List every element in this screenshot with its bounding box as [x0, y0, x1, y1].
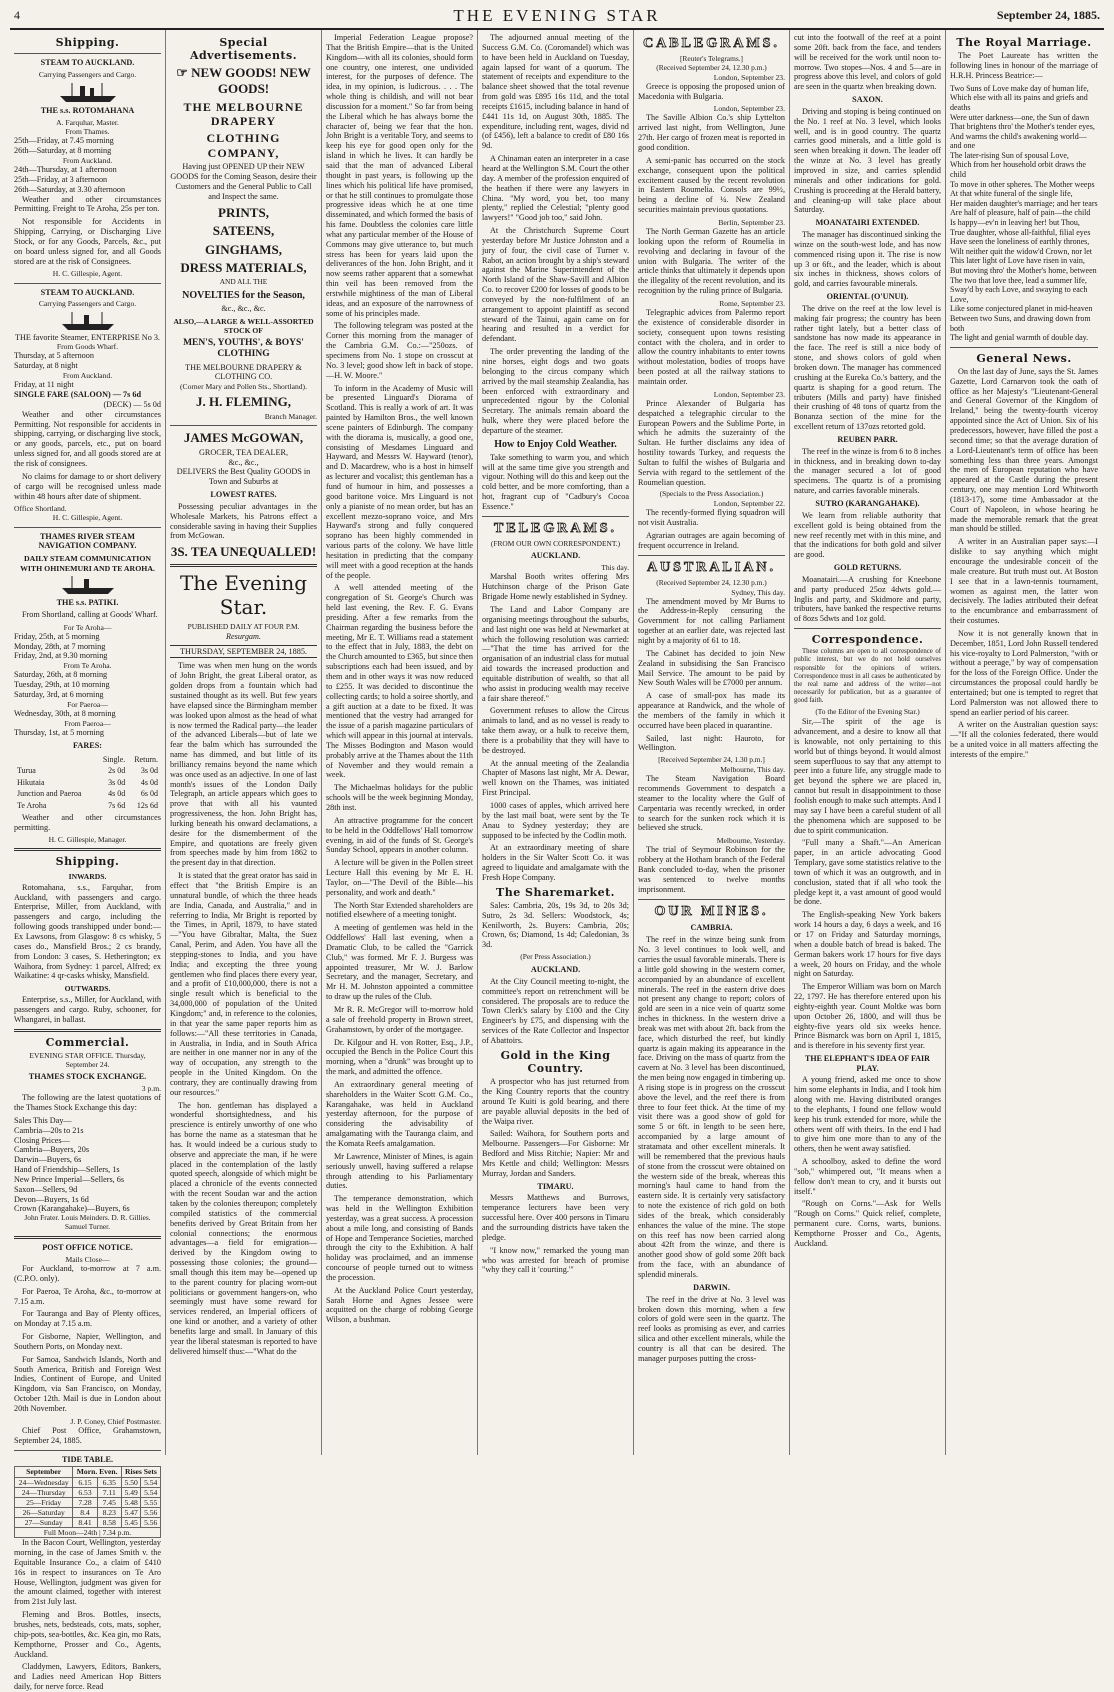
- ad-heading: THAMES RIVER STEAM NAVIGATION COMPANY.: [38, 531, 137, 551]
- article-text: In the Bacon Court, Wellington, yesterday morning, in the case of James Smith v. the Equitable Insurance Co., a claim of £410 16s in respect to insurances on Te Aro House, Wellington, judgment was given for the amount claimed, together with interest from 21st July last.: [14, 1538, 161, 1607]
- list-label: Mails Close—: [65, 1254, 110, 1264]
- article-text: The Poet Laureate has written the following lines in honour of the marriage of H.R.H. Princess Beatrice:—: [950, 51, 1098, 80]
- sub-heading: INWARDS.: [68, 871, 107, 881]
- schedule-line: Saturday, at 8 night: [14, 361, 78, 371]
- dateline: Rome, September 23.: [719, 298, 785, 308]
- schedule-label: For Paeroa—: [67, 699, 108, 709]
- ad-item: NOVELTIES for the Season,: [182, 289, 305, 301]
- steamer-icon: [14, 81, 161, 103]
- schedule-line: Thursday, 1st, at 5 morning: [14, 728, 104, 737]
- article-text: We learn from reliable authority that excellent gold is being obtained from the new reef recently met with in this mine, and that the indications for both gold and silver are good.: [794, 510, 941, 560]
- article-text: A case of small-pox has made its appearance at Randwick, and the whole of the members of the family in which it occurred have been placed in quarantine.: [638, 691, 785, 730]
- article-text: Sir,—The spirit of the age is advancement, and a desire to know all that is knowable, not only pertaining to this world but of things beyond. It would almost seem superfluous to say that any attempt to peer into a future life, any struggle made to get beyond the sphere we are placed in, cannot but result in disappointment to those foolish enough to make such attempts. And I may say I have been a careful student of all the phenomena which are supposed to be due to spirit communication.: [794, 717, 941, 835]
- article-text: The order preventing the landing of the nine horses, eight dogs and two goats belonging to the circus company which arrived by the mail steamship Zealandia, has been enforced with extraordinary and unprecedented rigour by the Colonial Secretary. The animals remain aboard the hulk, where they were placed before the departure of the steamer.: [482, 347, 629, 435]
- article-text: The Cabinet has decided to join New Zealand in subsidising the San Francisco Mail Service. The amount to be paid by New South Wales will be £7000 per annum.: [638, 648, 785, 688]
- tide-table: September Morn. Even. Rises Sets 24—Wednesday 6.15 6.35 5.50 5.54 24—Thursday 6.53 7.11 5.49 5.54 25—Friday 7.28 7.45 5.48 5.55 26—Saturday 8.4 8.23 5.47 5.56 27—Sunday 8.41 8.58 5.45 5.56 Full Moon—24th | 7.34 p.m.: [14, 1466, 161, 1538]
- list-item: Saxon—Sellers, 9d: [14, 1184, 78, 1194]
- article-text: Mr Lawrence, Minister of Mines, is again seriously unwell, having suffered a relapse through attending to his Parliamentary duties.: [326, 1151, 473, 1191]
- dateline: Berlin, September 23.: [718, 217, 785, 227]
- section-sub: (Received September 24, 12.30 p.m.): [656, 577, 767, 587]
- section-heading: Commercial.: [45, 1035, 130, 1049]
- poem-line: At that white funeral of the single life,: [950, 189, 1073, 199]
- section-sub: (Received September 24, 12.30 p.m.): [656, 62, 767, 72]
- ad-address: (Corner Mary and Pollen Sts., Shortland).: [180, 382, 307, 392]
- article-text: The hon. gentleman has displayed a wonderful shortsightedness, and his prescience is entirely unworthy of one who has borne the name as a statesman that he has. It would indeed be a curious study to observe and appreciate the man, if he were placed in the contemplation of the lastly quoted speech, alongside of which might be placed a chronicle of the events connected with the recent Soudan war and the action taken by the colonies thereupon; completely compiled statistics of the commercial benefits derived by Great Britain from her colonial connections; the enormous advantages—a field for emigration—derived by the Kingdom owing to possessing those colonies; the ground—small though this item may be—opened up to the parent country for placing worn-out politicians or government hangers-on, who seemingly must have some reward for services rendered, an Imperial officers of one kind or another, and a variety of other benefits large and small. In January of this year the liberal statesman is reported to have delivered himself thus:—"What do the: [170, 1100, 317, 1356]
- column-5: [634, 30, 790, 1455]
- dateline: Sydney, This day.: [731, 587, 785, 597]
- article-text: The English-speaking New York bakers work 14 hours a day, 6 days a week, and 16 or 17 on Friday and Saturday mornings, when a double batch of bread is baked. The German bakers work 17 hours for five days a week, 20 hours on Friday, and the whole night on Saturday.: [794, 910, 941, 979]
- article-text: A Chinaman eaten an interpreter in a case heard at the Wellington S.M. Court the other day. A member of the profession enquired of the heathen if there were any lawyers in China. "My word, you bet, too many plenty," replied the Celestial; "plenty good lawyers!" "Good job too," said John.: [482, 154, 629, 223]
- section-sub: (FROM OUR OWN CORRESPONDENT.): [490, 538, 621, 548]
- list-item: Hand of Friendship—Sellers, 1s: [14, 1165, 120, 1175]
- article-text: At the Auckland Police Court yesterday, Sarah Horne and Agnes Jessee were acquitted on the charge of robbing George Wilson, a bushman.: [326, 1285, 473, 1325]
- poem-line: That brightens thro' the Mother's tender eyes,: [950, 122, 1095, 132]
- fares-heading: FARES:: [73, 740, 102, 750]
- article-text: At the Christchurch Supreme Court yesterday before Mr Justice Johnston and a jury of four, the civil case of Turner v. Rabot, an action brought by a ship's steward against the Marine Superintendent of the North Island of the Shaw-Savill and Albion Co. to recover £200 for losses of goods to be conveyed by the non-fulfilment of an arrangement to appoint plaintiff as second steward of the Tainui, again came on for hearing and resulted in a verdict for defendant.: [482, 226, 629, 344]
- master-line: A. Farquhar, Master.: [56, 117, 119, 127]
- article-text: For Tauranga and Bay of Plenty offices, on Monday at 7.15 a.m.: [14, 1309, 161, 1329]
- poem-line: Have seen the loneliness of earthly thrones,: [950, 237, 1090, 247]
- poem-line: Sway'd by each Love, and swaying to each Love,: [950, 285, 1088, 304]
- section-heading: OUR MINES.: [654, 903, 769, 919]
- editor-note: These columns are open to all correspondence of public interest, but we do not hold ourselves responsible for the opinions of writers. Correspondence must in all cases be authenticated by the real name and address of the writer—not necessarily for publication, but as a guarantee of good faith.: [794, 648, 941, 705]
- article-text: The North German Gazette has an article looking upon the reform of Roumelia in revolving and declaring in favour of the union with Bulgaria. The writer of the article thinks that ultimately it depends upon the illegality of the recent revolution, and its recognition by the ruling prince of Bulgaria.: [638, 227, 785, 296]
- poem: [950, 84, 1098, 343]
- poem-line: And warms the child's awakening world—and one: [950, 131, 1087, 151]
- ad-name: J. H. FLEMING,: [196, 394, 291, 410]
- poem-line: Wilt neither quit the widow'd Crown, nor let: [950, 246, 1092, 256]
- ad-sub: Carrying Passengers and Cargo.: [38, 70, 137, 80]
- ship-name: THE favorite Steamer, ENTERPRISE No 3.: [15, 332, 160, 342]
- list-label: Sales This Day—: [14, 1115, 72, 1125]
- place-heading: AUCKLAND.: [530, 965, 581, 975]
- column-7: [946, 30, 1102, 1455]
- poem-line: The light and genial warmth of double day.: [950, 333, 1089, 343]
- article-text: An attractive programme for the concert to be held in the Oddfellows' Hall tomorrow evening, in aid of the funds of St. George's Sunday School, appears in another column.: [326, 815, 473, 855]
- article-text: Agrarian outrages are again becoming of frequent occurrence in Ireland.: [638, 531, 785, 550]
- paper-title: The Evening Star.: [179, 570, 308, 619]
- ad-text: Having just OPENED UP their NEW: [182, 162, 305, 172]
- article-text: The North Star Extended shareholders are notified elsewhere of a meeting tonight.: [326, 900, 473, 920]
- article-text: Enterprise, s.s., Miller, for Auckland, with passengers and cargo. Ruby, schooner, for Whangarei, in ballast.: [14, 995, 161, 1024]
- article-text: The reef in the winze is from 6 to 8 inches in thickness, and in breaking down to-day the manager secured a lot of good specimens. The quartz is of a promising nature, and carries favorable minerals.: [794, 446, 941, 496]
- article-text: Time was when men hung on the words of John Bright, the great Liberal orator, as golden drops from a fountain which had sustained thought as its well. But few years have elapsed since the Birmingham member was looked upon almost as the head of what is now termed the Radical party—the leader of the advanced Liberals—but of late we fear the balm which has surrounded the name has dimmed, and but little of its brilliancy remains beyond the name which was once used as an adjective. In one of last month's issues of the London Daily Telegraph, an article appears which goes to prove that with all his vaunted progressiveness, the hon. John Bright has, lurking beneath his onward declamations, a desire for the dismemberment of the Empire, and quotations are freely given from speeches made by him from 1862 to the present day in that direction.: [170, 661, 317, 868]
- masthead-date: September 24, 1885.: [996, 8, 1100, 22]
- article-text: To inform in the Academy of Music will be presented Linguard's Diorama of Scotland. This is really a work of art. It was painted by Hamilton Bros., the well known scene painters of Edinburgh. The company with the diorama is, musically, a good one, consisting of Mesdames Linguard and Hayward, and Messrs W. Hayward (tenor), and D. Macardrew, who is a host in himself as lecturer and vocalist; this gentleman has a fund of humour in him, and possesses a good baritone voice. Mrs Linguard is not only a pianiste of no mean order, but has an excellent mezzo-soprano voice, and Mrs Hayward's strong and fully conquered soprano has been highly commended in various parts of the colony. We have little hesitation in predicting that the company will meet with a good reception at the hands of the people.: [326, 383, 473, 580]
- poem-line: Two Suns of Love make day of human life,: [950, 83, 1089, 93]
- ad-item: PRINTS,: [218, 204, 269, 220]
- article-text: At the City Council meeting to-night, the committee's report on retrenchment will be considered. The proposals are to reduce the Town Clerk's salary by £100 and the City Engineer's by £75, and dispensing with the services of the Rate Collector and Inspector of Abattoirs.: [482, 976, 629, 1045]
- article-text: The Michaelmas holidays for the public schools will be the week beginning Monday, 28th inst.: [326, 783, 473, 812]
- ship-name: THE s.s. PATIKI.: [56, 597, 119, 607]
- list-item: Cambria—20s to 21s: [14, 1125, 84, 1135]
- schedule-line: Friday, 25th, at 5 morning: [14, 631, 100, 641]
- schedule-line: Monday, 28th, at 7 morning: [14, 641, 106, 651]
- place-heading: AUCKLAND.: [530, 551, 581, 561]
- article-text: It is stated that the great orator has said in effect that "the British Empire is an unnatural bundle, of which the three heads are India, Canada, and Australia," and in referring to India, Mr Bright is reported by the Times, in April, 1879, to have stated—"You have Gibraltar, Malta, the Suez Canal, Perim, and Aden. You have all the stepping-stones to India, and you have India; and excepting the three young gentlemen who find places there every year, and a profit of £10,000,000, there is not a single result which is beneficial to the 34,000,000 of population of the United Kingdom;" and, in reference to the colonies, in that year the same paper reports him as follows:—"All these territories in Canada, in Australia, in India, and in South Africa are neither in one manner nor in any of the way of occupation, any strength to the people in the United Kingdom. On the contrary, they are continually drawing from our resources.": [170, 871, 317, 1097]
- poem-line: The two that love thee, lead a summer life,: [950, 275, 1087, 285]
- poem-line: Between two Suns, and drawing down from both: [950, 313, 1091, 333]
- list-item: Devon—Buyers, 1s 6d: [14, 1194, 89, 1204]
- article-text: The reef in the winze being sunk from No. 3 level continues to look well, and carries the usual favorable minerals. There is a little gold showing in the western corner, accompanied by an abundance of excellent minerals. The reef in the eastern drive does not present any change to report; colors of gold are seen in a nice vein of quartz some inches in thickness. In the western drive a break was met with about 2ft. back from the face, which disturbed the reef, but kindly quartz is again making its appearance in the face. Driving on the mass of quartz from the cavern at No. 3 level has been discontinued, the men being now engaged in timbering up. A rising stope is in progress on the crosscut above the level, and the reef there is from three to four feet thick. At the time of my visit there was a good show of gold for some 5 or 6ft. in length to be seen here, accompanied by a large amount of stratamata and other excellent minerals. It will be remembered that the previous hauls of stone from the crosscut were obtained on the western side of the break, whereas this morning's haul came to hand from the eastern side. It is certainly very satisfactory to note the existence of rich gold on both sides of the break, which considerably enhances the value of the mine. The stope on this reef has now been carried along about 42ft from the winze, and there is another good show of gold some 20ft back from the face, with an abundance of splendid minerals.: [638, 935, 785, 1279]
- ad-text: Possessing peculiar advantages in the Wholesale Markets, his Patrons effect a considerable saving in having their Supplies from McGowan.: [170, 501, 317, 541]
- article-text: Mr R. R. McGregor will to-morrow hold a sale of freehold property in Brown street, Grahamstown, by order of the mortgagee.: [326, 1005, 473, 1034]
- mine-heading: DARWIN.: [693, 1282, 730, 1292]
- schedule-line: 26th—Saturday, at 8 morning: [14, 146, 112, 156]
- section-heading: AUSTRALIAN.: [646, 559, 777, 575]
- masthead-title: THE EVENING STAR: [453, 6, 661, 25]
- article-text: Greece is opposing the proposed union of Macedonia with Bulgaria.: [638, 81, 785, 101]
- table-row: 26—Saturday 8.4 8.23 5.47 5.56: [15, 1507, 161, 1517]
- signature: H. C. Gillespie, Manager.: [48, 835, 127, 845]
- motto: Resurgam.: [226, 631, 261, 641]
- dateline: London, September 23.: [713, 389, 785, 399]
- article-text: At an extraordinary meeting of share holders in the Sir Walter Scott Co. it was agreed to liquidate and amalgamate with the Fresh Hope Company.: [482, 843, 629, 882]
- article-text: Prince Alexander of Bulgaria has despatched a telegraphic circular to the European Powers and the Sublime Porte, in which he admits the suzerainty of the Sultan. He further disclaims any idea of hostility towards Turkey, and requests the Sultan to fulfil the wishes of Bulgaria and Servia with regard to the settlement of the Roumelian question.: [638, 398, 785, 487]
- article-text: Dr. Kilgour and H. von Rotter, Esq., J.P., occupied the Bench in the Police Court this morning, when a "drunk" was brought up to the mark, and admitted the offence.: [326, 1037, 473, 1077]
- poem-line: True daughter, whose all-faithful, filial eyes: [950, 227, 1091, 237]
- section-heading: Shipping.: [55, 36, 120, 49]
- ad-item: 3S. TEA UNEQUALLED!: [170, 544, 317, 560]
- schedule-line: Thursday, at 5 afternoon: [14, 351, 94, 361]
- notice-text: Not responsible for Accidents in Shipping, Carrying, or Discharging Live Stock, or for any Goods, Parcels, &c., put on board unless signed for, and all Goods stored are at the risk of Consignees.: [14, 217, 161, 266]
- mine-heading: REUBEN PARR.: [837, 434, 898, 444]
- ad-item: GINGHAMS,: [205, 241, 282, 257]
- ad-heading: STEAM TO AUCKLAND.: [40, 58, 135, 68]
- article-text: Claddymen, Lawyers, Editors, Bankers, and Ladies need American Hop Bitters daily, for nerve force. Read: [14, 1662, 161, 1692]
- column-2: [166, 30, 322, 1455]
- signature: H. C. Gillespie, Agent.: [52, 269, 123, 279]
- poem-line: But moving thro' the Mother's home, between: [950, 266, 1097, 275]
- section-heading: General News.: [976, 351, 1072, 365]
- article-text: A writer on the Australian question says:—"If all the colonies federated, there would be a united voice in all matters affecting the interests of the empire.": [950, 720, 1098, 759]
- sub-heading: TIDE TABLE.: [61, 1454, 114, 1464]
- poem-line: Which else with all its pains and griefs and deaths: [950, 93, 1088, 112]
- ad-text: ALSO,—A LARGE & WELL-ASSORTED STOCK OF: [173, 316, 314, 335]
- table-row: 27—Sunday 8.41 8.58 5.45 5.56: [15, 1518, 161, 1528]
- ad-heading: THE MELBOURNE DRAPERY: [183, 99, 304, 128]
- article-text: The reef in the drive at No. 3 level was broken down this morning, when a few colors of gold were seen in the quartz. The reef looks as promising as ever, and carries silica and other excellent minerals, while the country is all that can be desired. The manager purposes putting the cross-: [638, 1294, 785, 1363]
- article-text: The trial of Seymour Robinson for the robbery at the Hotham branch of the Federal Bank concluded to-day, when the prisoner was sentenced to twelve months imprisonment.: [638, 845, 785, 894]
- article-text: A schoolboy, asked to define the word "sob," whimpered out, "It means when a fellow don't mean to cry, and it bursts out itself.": [794, 1157, 941, 1196]
- article-text: Telegraphic advices from Palermo report the existence of considerable disorder in society, consequent upon towns resisting contact with the cholera, and in order to allow the country inhabitants to enter towns without molestation, bodies of troops have been posted at all the railway stations to maintain order.: [638, 308, 785, 386]
- mine-heading: GOLD RETURNS.: [833, 563, 902, 573]
- article-text: A well attended meeting of the congregation of St. George's Church was held last evening, the Rev. F. G. Evans presiding. After a few remarks from the Chairman regarding the business before the meeting, Mr E. T. Williams read a statement to the effect that in July, 1883, the debt on the Church amounted to £365, but since then subscriptions each had been issued, and by them and in other ways it was now reduced to £255. It was decided to discontinue the collecting cards; to hold a soiree shortly, and a gift auction at a date to be fixed. It was mentioned that the vestry had arranged for the issue of a parish magazine particulars of which will appear in this journal at intervals. The Misses Bodington and Mason would probably arrive at the Thames about the 11th of November and they would remain a week.: [326, 583, 473, 780]
- pointing-hand-icon: ☞: [176, 65, 188, 81]
- ad-heading: STEAM TO AUCKLAND.: [40, 287, 135, 297]
- fare-row: Junction and Paeroa 4s 0d 6s 0d: [17, 789, 158, 799]
- signature: J. P. Coney, Chief Postmaster.: [70, 1416, 161, 1426]
- schedule-label: For Te Aroha—: [63, 622, 112, 632]
- article-text: The manager has discontinued sinking the winze on the south-west lode, and has now commenced rising upon it. The rise is now up 3 or 6ft., and the leader, which is about six inches in thickness, shows colors of gold, and carries favourable minerals.: [794, 230, 941, 289]
- schedule-label: From Goods Wharf.: [56, 342, 119, 352]
- table-row: 24—Wednesday 6.15 6.35 5.50 5.54: [15, 1477, 161, 1487]
- paper-subtitle: PUBLISHED DAILY AT FOUR P.M.: [187, 621, 300, 631]
- schedule-line: 25th—Friday, at 7.45 morning: [14, 136, 114, 146]
- article-text: "Rough on Corns."—Ask for Wells "Rough on Corns." Quick relief, complete, permanent cure. Corns, warts, bunions. Kempthorne Prosser and Co., Agents, Auckland.: [794, 1199, 941, 1248]
- article-text: 1000 cases of apples, which arrived here by the last mail boat, were sent by the Te Anau to Sydney yesterday; they are supposed to be infected by the Codlin moth.: [482, 801, 629, 840]
- schedule-line: Wednesday, 30th, at 8 morning: [14, 709, 116, 719]
- mine-heading: MOANATAIRI EXTENDED.: [815, 218, 920, 228]
- section-heading: The Royal Marriage.: [956, 36, 1092, 49]
- article-text: The temperance demonstration, which was held in the Wellington Exhibition yesterday, was a great success. A procession about a mile long, and consisting of Bands of Hope and Temperance Societies, marched through the city to the Exhibition. A half holiday was proclaimed, and an immense concourse of people turned out to witness the procession.: [326, 1194, 473, 1282]
- article-text: "Full many a Shaft."—An American paper, in an article advocating Good Templary, gave some statistics relative to the town of which it was an outgrowth, and in conclusion, stated that if all who took the pledge kept it, a vast amount of good would be done.: [794, 838, 941, 907]
- fare-row: Te Aroha 7s 6d 12s 6d: [17, 801, 158, 811]
- schedule-line: Saturday, 3rd, at 6 morning: [14, 690, 104, 700]
- article-text: A meeting of gentlemen was held in the Oddfellows' Hall last evening, when a Dramatic Club, to be called the "Garrick Club," was formed. Mr F. J. Burgess was appointed treasurer, Mr W. J. Barlow Secretary, and the manager, Secretary, and Mr H. M. Johnston appointed a committee to draw up the rules of the Club.: [326, 923, 473, 1002]
- steamer-icon: [14, 311, 161, 331]
- article-text: At the annual meeting of the Zealandia Chapter of Masons last night, Mr A. Dewar, well known on the Thames, was initiated First Principal.: [482, 758, 629, 798]
- fares-table: Single. Return. Turua 2s 0d 3s 0d Hikutaia 3s 0d 4s 0d Junction and Paeroa 4s 0d 6s 0d Te Aroha 7s 6d 12s 6d: [17, 754, 158, 811]
- article-text: The amendment moved by Mr Burns to the Address-in-Reply censuring the Government for not calling Parliament together at an earlier date, was rejected last night by a majority of 61 to 18.: [638, 596, 785, 645]
- schedule-line: Friday, at 11 night: [14, 380, 74, 390]
- section-sub: [Received September 24, 1.30 p.m.]: [658, 755, 765, 765]
- article-text: An extraordinary general meeting of shareholders in the Waiter Scott G.M. Co., Karangahake, was held in Auckland yesterday afternoon, for the purpose of considering the advisability of amalgamating with the Tauranga claim, and the Komata Reefs amalgamation.: [326, 1079, 473, 1148]
- article-text: The Land and Labor Company are organising meetings throughout the suburbs, and last night one was held at Newmarket at which the following resolution was carried:—"That the time has arrived for the organisation of an industrial class for mutual aid towards the increased production and equitable distribution of wealth, so that all who assist in producing wealth may receive a fair share thereof.": [482, 604, 629, 703]
- office-line: Office Shortland.: [14, 504, 67, 514]
- poem-line: Were utter darkness—one, the Sun of dawn: [950, 112, 1090, 122]
- article-text: Chief Post Office, Grahamstown, September 24, 1885.: [14, 1425, 161, 1445]
- article-text: The Emperor William was born on March 22, 1797. He has therefore entered upon his eighty-eighth year. Count Moltke was born upon October 26, 1800, and will thus be eighty-five years old six weeks hence. Prince Bismarck was born on April 1, 1815, and is therefore in his seventy first year.: [794, 982, 941, 1051]
- article-text: A semi-panic has occurred on the stock exchange, consequent upon the political excitement caused by the recent revolution in Eastern Roumelia. Consols are 99½, being a decline of ¼. New Zealand securities maintain previous quotations.: [638, 155, 785, 215]
- ad-text: Branch Manager.: [264, 411, 317, 421]
- schedule-label: From Thames.: [65, 127, 110, 137]
- mine-heading: SUTRO (KARANGAHAKE).: [815, 498, 920, 508]
- article-text: "I know now," remarked the young man who was arrested for breach of promise "why they call it 'courting.'": [482, 1245, 629, 1275]
- dateline: This day.: [601, 563, 629, 573]
- ad-sub: DAILY STEAM COMMUNICATION WITH OHINEMURI AND TE AROHA.: [20, 554, 155, 573]
- list-label: Closing Prices—: [14, 1135, 70, 1145]
- notice-text: From Shortland, calling at Goods' Wharf.: [22, 609, 158, 619]
- sub-heading: POST OFFICE NOTICE.: [42, 1243, 133, 1253]
- steamer-icon: [14, 575, 161, 595]
- schedule-label: From Paeroa—: [64, 718, 111, 728]
- ad-item: LOWEST RATES.: [210, 490, 277, 500]
- article-text: A lecture will be given in the Pollen street Lecture Hall this evening by Mr E. H. Taylor, on—"The Devil of the Bible—his personality, and work and death.": [326, 858, 473, 897]
- section-heading: Correspondence.: [811, 633, 924, 647]
- dateline: Melbourne, Yesterday.: [716, 836, 785, 846]
- article-text: Driving and stoping is being continued on the No. 1 reef at No. 3 level, which looks well, and is in good country. The quartz carries good minerals, and a little gold is seen when breaking it down. The leader off the winze at No. 3 level has greatly improved in size, and carries splendid minerals and other indications for gold. Crushing is proceeding at the Herald battery, and cleaning-up will take place about Saturday.: [794, 106, 941, 215]
- signature: H. C. Gillespie, Agent.: [52, 513, 123, 523]
- section-heading: Shipping.: [55, 855, 120, 869]
- ad-text: &c., &c., &c.: [221, 303, 266, 313]
- column-3: [322, 30, 478, 1455]
- ad-text: THE MELBOURNE DRAPERY & CLOTHING CO.: [185, 362, 302, 382]
- schedule-label: From Auckland.: [62, 371, 113, 381]
- poem-line: To move in other spheres. The Mother weeps: [950, 179, 1095, 189]
- ad-item: DRESS MATERIALS,: [180, 260, 307, 276]
- dateline: EVENING STAR OFFICE. Thursday, September 24.: [29, 1051, 146, 1070]
- column-1: [10, 30, 166, 1692]
- schedule-line: Saturday, 26th, at 8 morning: [14, 670, 108, 680]
- article-text: For Auckland, to-morrow at 7 a.m. (C.P.O. only).: [14, 1264, 161, 1283]
- article-text: The drive on the reef at the low level is making fair progress; the country has been rather tight lately, but a better class of sandstone has now made its appearance in the face. The reef is still a nice body of stone, and shows colors of gold when broken down. The manager has commenced crushing at the Eureka Co.'s battery, and the quartz is shaping for a good return. The tributers (Mills and party) have finished their crushing of 48 tons of quartz from the Bonanza section of the mine for the excellent return of 137ozs retorted gold.: [794, 303, 941, 432]
- time: 3 p.m.: [141, 1084, 161, 1094]
- poem-line: The later-rising Sun of spousal Love,: [950, 150, 1069, 160]
- section-sub: [Reuter's Telegrams.]: [679, 53, 744, 63]
- article-text: For Paeroa, Te Aroha, &c., to-morrow at 7.15 a.m.: [14, 1286, 161, 1306]
- sub-heading: THE ELEPHANT'S IDEA OF FAIR PLAY.: [805, 1054, 930, 1073]
- schedule-line: 24th—Thursday, at 1 afternoon: [14, 165, 117, 174]
- ad-sub: Carrying Passengers and Cargo.: [38, 299, 137, 309]
- schedule-label: From Te Aroha.: [63, 661, 112, 671]
- article-text: The Steam Navigation Board recommends Government to despatch a steamer to the locality where the Gulf of Carpentaria was recently wrecked, in order to search for the sunken rock which it is believed she struck.: [638, 774, 785, 833]
- article-text: A prospector who has just returned from the King Country reports that the country around Te Kuiti is gold bearing, and there are payable alluvial deposits in the bed of the Waipa river.: [482, 1077, 629, 1126]
- moon-line: Full Moon—24th | 7.34 p.m.: [15, 1528, 161, 1538]
- mine-heading: ORIENTAL (O'UNUI).: [826, 292, 909, 302]
- list-item: Crown (Karangahake)—Buyers, 6s: [14, 1204, 130, 1214]
- article-text: The recently-formed flying squadron will not visit Australia.: [638, 508, 785, 528]
- column-6: [790, 30, 946, 1455]
- signature: John Frater. Louis Meinders. D. R. Gillies. Samuel Turner.: [24, 1213, 151, 1232]
- article-text: Messrs Matthews and Burrows, temperance lecturers have been very successful here. Over 400 persons in Timaru and the surrounding districts have taken the pledge.: [482, 1193, 629, 1242]
- article-text: The following telegram was posted at the Corner this morning from the manager of the Cambria G.M. Co.:—"250ozs. of specimens from No. 1 stope on crosscut at No. 3 level; good show left in back of stope.—H. W. Moore.": [326, 321, 473, 380]
- section-sub: (Per Press Association.): [520, 952, 591, 962]
- new-goods-heading: ☞ NEW GOODS! NEW GOODS!: [176, 65, 311, 96]
- schedule-line: Friday, 2nd, at 9.30 morning: [14, 651, 108, 661]
- article-text: On the last day of June, says the St. James Gazette, Lord Carnarvon took the oath of office as her Majesty's "Lieutenant-General and General Governor of the Kingdom of Ireland," being the twenty-fourth viceroy appointed since the Act of Union. Six of his predecessors, however, have filled the post a second time; so that the average duration of a Lord-Lieutenant's term of office has been something less than three years. Amongst the men of European reputation who have appeared at the Castle during the present century, one may mention Lord Whitworth (1813-17), some time Ambassador at the Court of Napoleon, in whose hearing he made the memorable remark that the great man should be stilled.: [950, 366, 1098, 534]
- fare-row: Hikutaia 3s 0d 4s 0d: [17, 777, 158, 787]
- notice-text: Weather and other circumstances Permitting. Not responsible for accidents in shipping, carrying, or discharging live stock, or any goods, parcels, etc., put on board unless signed for, and all goods stored are at the risk of consignees.: [14, 409, 161, 468]
- table-row: 25—Friday 7.28 7.45 5.48 5.55: [15, 1497, 161, 1507]
- article-text: Take something to warm you, and which will at the same time give you strength and vigour. Nothing will do this and keep out the cold better, and be more comforting, than a hot, fragrant cup of "Cadbury's Cocoa Essence.": [482, 452, 629, 511]
- poem-line: Are half of pleasure, half of pain—the child: [950, 208, 1091, 218]
- article-text: Imperial Federation League propose? That the British Empire—that is the United Kingdom—with all its colonies, should form one country, one interest, one undivided interest, for the purposes of defence. The idea, in my opinion, is ludicrous. . . . The whole thing is childish, and will not bear discussion for a moment." So far from being the Liberal which he has always borne the character of, being we fear that the hon. John Bright is a veritable Tory, and seems to keep his eye for good open only for the island in which he lives. It can hardly be said that the man of advanced Liberal thought in past years, is following up the lines which his political life have promised, or that he still continues to promulgate those progressive ideas which he at one time disseminated, and which formed the basis of his fame. Doubtless the colonies care little what any particular member of the House of Commons may give utterance to, but much stress has been for years laid upon the deliverances of the hon. John Bright, and it now seems rather apparent that a somewhat thin veil has been removed from the erstwhile mightiness of the man of Liberal ideas, and an exposure of the narrowness of some of his principles made.: [326, 33, 473, 318]
- schedule-line: 26th—Saturday, at 3.30 afternoon: [14, 184, 126, 194]
- schedule-line: Tuesday, 29th, at 10 morning: [14, 680, 110, 690]
- ad-text: &c., &c.,: [228, 457, 259, 467]
- schedule-label: From Auckland.: [62, 155, 113, 165]
- article-text: cut into the footwall of the reef at a point some 20ft. back from the face, and tenders will be received for the work until noon to-morrow. Two stopes—Nos. 4 and 5—are in progress above this level, and colors of gold are seen in the quartz when breaking down.: [794, 33, 941, 92]
- article-text: The adjourned annual meeting of the Success G.M. Co. (Coromandel) which was to have been held in Auckland on Tuesday, again lapsed for want of a quorum. The statement of receipts and expenditure to the balance sheet showed that the total revenue from gold was £895 16s 11d, and the total receipts £1615, including balance in hand of £441 11s 1d, on August 30th, 1885. The expenditure, including rent, wages, divid nd (of £456), left a balance to credit of £80 16s 9d.: [482, 33, 629, 151]
- article-text: Rotomahana, s.s., Farquhar, from Auckland, with passengers and cargo. Enterprise, Miller, from Auckland, with passengers and cargo, including the following goods transhipped under bond:—Ex Lawsons, from Glasgow: 8 cs whisky, 5 cases do., Mansfield Bros.; 2 cs brandy, from London: 3 cases, S. Hetherington; ex Waihora, from Sydney: 1 parcel, Alfred; ex Waikatine: 4 qr-casks whisky, Mansfield.: [14, 882, 161, 981]
- article-text: The Saville Albion Co.'s ship Lyttelton arrived last night, from Wellington, June 27th. Her cargo of frozen meat is reported in good condition.: [638, 113, 785, 152]
- article-text: Marshal Booth writes offering Mrs Hutchinson charge of the Prison Gate Brigade Home newly established in Sydney.: [482, 572, 629, 602]
- fare-line: SINGLE FARE (SALOON) — 7s 6d: [14, 390, 142, 400]
- place-heading: TIMARU.: [537, 1181, 574, 1191]
- ad-name: JAMES McGOWAN,: [183, 430, 304, 446]
- sub-heading: How to Enjoy Cold Weather.: [494, 438, 617, 450]
- list-item: Cambria—Buyers, 20s: [14, 1145, 90, 1155]
- dateline: London, September 23.: [713, 104, 785, 114]
- section-sub: (To the Editor of the Evening Star.): [815, 707, 920, 717]
- ad-text: DELIVERS the Best Quality GOODS in Town and Suburbs at: [176, 467, 311, 487]
- sub-heading: OUTWARDS.: [64, 984, 111, 994]
- article-text: Now it is not generally known that in December, 1851, Lord John Russell tendered his vice-royalty to Lord Palmerston, "with or without a peerage," by way of compensation for the loss of the Foreign Office. Under the circumstances the proposal could hardly be entertained; but one is tempted to regret that Lord Palmerston was not allowed there to spend an earlier period of his career.: [950, 628, 1098, 717]
- article-text: The following are the latest quotations of the Thames Stock Exchange this day:: [14, 1093, 161, 1113]
- article-text: Sailed, last night: Hauroto, for Wellington.: [638, 733, 785, 753]
- poem-line: Like some conjectured planet in mid-heaven: [950, 304, 1093, 314]
- column-4: [478, 30, 634, 1455]
- section-heading: TELEGRAMS.: [494, 520, 617, 536]
- ad-text: GROCER, TEA DEALER,: [198, 447, 288, 457]
- article-text: Fleming and Bros. Bottles, insects, brushes, nets, bedsteads, cots, mats, sopher, chip-pots, sea-bottles, &c. Kea gin, mo Rats, Kempthorne, Prosser and Co., Agents, Auckland.: [14, 1610, 161, 1659]
- fare-row: Turua 2s 0d 3s 0d: [17, 766, 158, 776]
- ad-item: MEN'S, YOUTHS', & BOYS' CLOTHING: [183, 337, 304, 360]
- mine-heading: CAMBRIA.: [690, 923, 733, 933]
- table-row: 24—Thursday 6.53 7.11 5.49 5.54: [15, 1487, 161, 1497]
- poem-line: Her maiden daughter's marriage; and her tears: [950, 198, 1098, 208]
- dateline: London, September 23.: [713, 72, 785, 82]
- fare-line: (DECK) — 5s 0d: [103, 399, 161, 409]
- list-item: New Prince Imperial—Sellers, 6s: [14, 1174, 125, 1184]
- dateline: Melbourne, This day.: [720, 765, 785, 775]
- mine-heading: SAXON.: [852, 95, 883, 105]
- poem-line: Which from her household orbit draws the child: [950, 160, 1086, 180]
- poem-line: This later light of Love have risen in vain,: [950, 256, 1085, 266]
- article-text: A writer in an Australian paper says:—I dislike to say anything which might encourage the undesirable conceit of the male creature. But truth must out. At Boston I see that in a lawn-tennis tournament, women as against men, the latter won decisively. The ladies attributed their defeat to the encumbrance and embarrassment of their costumes.: [950, 537, 1098, 626]
- article-text: Sales: Cambria, 20s, 19s 3d, to 20s 3d; Sutro, 2s 3d. Sellers: Woodstock, 4s; Kenilworth, 2s. Buyers: Cambria, 20s; Crown, 6s; Diamond, 1s 4d; Caledonian, 3s 3d.: [482, 900, 629, 950]
- poem-line: Is happy—ev'n in leaving her! but Thou,: [950, 218, 1080, 228]
- article-text: Sailed: Waihora, for Southern ports and Melbourne. Passengers—For Gisborne: Mr Bedford and Miss Ritchie; Napier: Mr and Mrs Kettle and child; Wellington: Messrs Murray, Jordan and Sanders.: [482, 1129, 629, 1178]
- article-text: A young friend, asked me once to show him some elephants in India, and I took him along with me. Having distributed oranges to the elephants, I found one fellow would keep his trunk extended for more, while the others went off with theirs. In the end I had to give him one more than to any of the others, then he went away satisfied.: [794, 1075, 941, 1154]
- sub-heading: THAMES STOCK EXCHANGE.: [28, 1072, 147, 1082]
- schedule-line: 25th—Friday, at 3 afternoon: [14, 174, 108, 184]
- list-item: Darwin—Buyers, 6s: [14, 1155, 82, 1165]
- ad-text: GOODS for the Coming Season, desire their Customers and the General Public to Call and Inspect the same.: [170, 171, 317, 201]
- notice-text: No claims for damage to or short delivery of cargo will be recognised unless made within 48 hours after date of shipment.: [14, 471, 161, 501]
- article-text: Moanatairi.—A crushing for Kneebone and party produced 25oz 4dwts gold.—Inglis and party, and Skidmore and party, tributers, have banked the respective returns of 8ozs 5dwts and 1oz gold.: [794, 574, 941, 624]
- article-text: For Gisborne, Napier, Wellington, and Southern Ports, on Monday next.: [14, 1332, 161, 1351]
- sub-heading: Gold in the King Country.: [500, 1048, 611, 1075]
- masthead: [10, 6, 1104, 30]
- columns: [10, 30, 1104, 1692]
- section-heading: CABLEGRAMS.: [643, 36, 780, 51]
- article-text: For Samoa, Sandwich Islands, North and South America, British and Foreign West Indies, Continent of Europe, and United Kingdom, via San Francisco, on Monday, October 12th. Mail is due in London about 20th November.: [14, 1354, 161, 1413]
- ad-heading: CLOTHING COMPANY,: [206, 131, 281, 160]
- ad-text: AND ALL THE: [219, 276, 268, 286]
- section-sub: (Specials to the Press Association.): [659, 489, 764, 499]
- notice-text: Weather and other circumstances Permitting. Freight to Te Aroha, 25s per ton.: [14, 194, 161, 214]
- ad-item: SATEENS,: [212, 223, 275, 239]
- dateline: THURSDAY, SEPTEMBER 24, 1885.: [170, 645, 317, 659]
- notice-text: Weather and other circumstances permitting.: [14, 812, 161, 832]
- ship-name: THE s.s. ROTOMAHANA: [40, 106, 135, 116]
- section-heading: Special Advertisements.: [189, 36, 298, 63]
- article-text: Government refuses to allow the Circus animals to land, and as no vessel is ready to take them away, or a hulk to receive them, there is a probability that they will have to be destroyed.: [482, 706, 629, 755]
- sub-heading: The Sharemarket.: [496, 885, 615, 899]
- page-number: 4: [14, 8, 20, 22]
- dateline: London, September 22.: [713, 499, 785, 509]
